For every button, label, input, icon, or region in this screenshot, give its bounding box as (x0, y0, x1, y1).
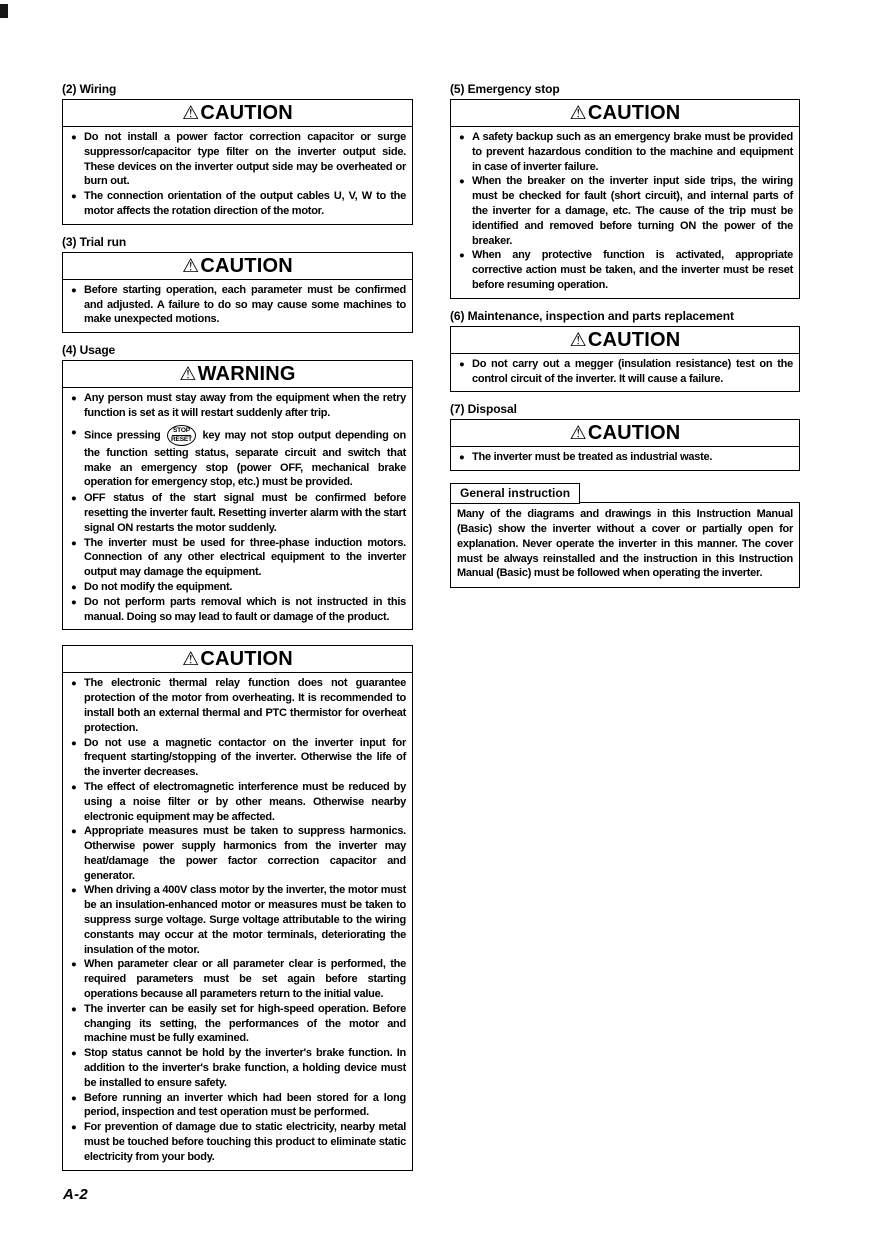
bullet-item: ● The inverter must be used for three-phase induction motors. Connection of any other electrical equipment to the inverter output may damage the equipment. (71, 536, 406, 580)
bullet-item: ● OFF status of the start signal must be confirmed before resetting the inverter fault. Resetting inverter alarm with the start signal ON restarts the motor suddenly. (71, 491, 406, 535)
caution-box-maintenance (450, 326, 800, 393)
bullet-item: ● The electronic thermal relay function does not guarantee protection of the motor from overheating. It is recommended to install both an external thermal and PTC thermistor for overheat protection. (71, 676, 406, 735)
section-heading-usage: (4) Usage (62, 343, 116, 358)
bullet-item: ● Do not carry out a megger (insulation resistance) test on the control circuit of the inverter. It will cause a failure. (459, 357, 793, 387)
alert-title-text: CAUTION (587, 422, 681, 445)
section-heading-maintenance: (6) Maintenance, inspection and parts replacement (450, 308, 734, 323)
caution-box-disposal (450, 419, 800, 471)
alert-title (63, 646, 412, 673)
stop-reset-key-bottom-label: RESET (170, 435, 192, 443)
bullet-text-after-key: key may not stop output depending on the function setting status, separate circuit and switch that make an emergency stop (power OFF, mechanical brake operation for emergency stop, etc.) must be provided. (84, 429, 406, 489)
section-trial-run (62, 235, 413, 333)
bullet-item: ● Do not use a magnetic contactor on the inverter input for frequent starting/stopping of the inverter. Otherwise the life of the inverter decreases. (71, 736, 406, 780)
alert-title-text: CAUTION (200, 648, 293, 671)
stop-reset-key-top-label: STOP (172, 426, 190, 434)
section-heading-wiring: (2) Wiring (62, 82, 117, 96)
caution-box-wiring (62, 99, 413, 225)
alert-title-text: WARNING (197, 363, 296, 386)
bullet-item: ● For prevention of damage due to static electricity, nearby metal must be touched before touching this product to eliminate static electricity from your body. (71, 1120, 406, 1164)
bullet-item: ● The effect of electromagnetic interference must be reduced by using a noise filter or by other means. Otherwise nearby electronic equipment may be affected. (71, 780, 406, 824)
warning-triangle-icon: ⚠ (182, 649, 200, 671)
bullet-item: ● The connection orientation of the output cables U, V, W to the motor affects the rotation direction of the motor. (71, 189, 406, 219)
section-wiring (62, 82, 413, 225)
page-number: A-2 (63, 1186, 89, 1203)
warning-triangle-icon: ⚠ (182, 255, 200, 277)
alert-title-text: CAUTION (587, 328, 681, 351)
alert-title (63, 100, 412, 127)
bullet-item: ● Do not modify the equipment. (71, 580, 406, 595)
bullet-item: ● Any person must stay away from the equipment when the retry function is set as it will restart suddenly after trip. (71, 391, 406, 421)
bullet-item: ● When any protective function is activated, appropriate corrective action must be taken, and the inverter must be reset before resuming operation. (459, 248, 793, 292)
right-column (450, 82, 800, 588)
bullet-list (63, 673, 412, 1169)
warning-triangle-icon: ⚠ (569, 423, 587, 445)
bullet-item: ● When parameter clear or all parameter clear is performed, the required parameters must be set again before starting operations because all parameters return to the initial value. (71, 957, 406, 1001)
caution-box-emergency-stop (450, 99, 800, 299)
alert-title (451, 420, 799, 447)
bullet-item: ● The inverter can be easily set for high-speed operation. Before changing its setting, the performances of the motor and machine must be fully examined. (71, 1002, 406, 1046)
warning-box-usage (62, 360, 413, 630)
bullet-item: ● Before starting operation, each parameter must be confirmed and adjusted. A failure to do so may cause some machines to make unexpected motions. (71, 283, 406, 327)
stop-reset-key-icon (167, 425, 196, 446)
bullet-item: ● Do not install a power factor correction capacitor or surge suppressor/capacitor type filter on the inverter output side. These devices on the inverter output side may be overheated or burn out. (71, 130, 406, 189)
section-heading-trial-run: (3) Trial run (62, 234, 127, 249)
bullet-item: ● Appropriate measures must be taken to suppress harmonics. Otherwise power supply harmonics from the inverter may heat/damage the power factor correction capacitor and generator. (71, 824, 406, 883)
bullet-item: ● Before running an inverter which had been stored for a long period, inspection and test operation must be performed. (71, 1091, 406, 1121)
alert-title-text: CAUTION (200, 102, 293, 124)
bullet-item (71, 425, 406, 490)
bullet-list (63, 127, 412, 224)
bullet-item: ● When the breaker on the inverter input side trips, the wiring must be checked for fault (short circuit), and internal parts of the inverter for a damage, etc. The cause of the trip must be identified and removed before turning ON the power of the breaker. (459, 174, 793, 248)
left-column (62, 82, 413, 1181)
section-usage (62, 343, 413, 630)
section-heading-emergency-stop: (5) Emergency stop (450, 82, 560, 96)
section-heading-disposal: (7) Disposal (450, 402, 517, 417)
section-disposal (450, 402, 800, 471)
warning-triangle-icon: ⚠ (179, 364, 197, 386)
general-instruction-body: Many of the diagrams and drawings in this Instruction Manual (Basic) show the inverter without a cover or partially open for explanation. Never operate the inverter in this manner. The cover must be always reinstalled and the instruction in this Instruction Manual (Basic) must be followed when operating the inverter. (450, 502, 800, 588)
alert-title-text: CAUTION (200, 254, 293, 277)
caution-box-trial-run (62, 252, 413, 333)
alert-title (451, 100, 799, 127)
warning-triangle-icon: ⚠ (182, 103, 200, 124)
alert-title-text: CAUTION (587, 102, 681, 124)
bullet-list (451, 354, 799, 392)
bullet-item: ● Stop status cannot be hold by the inverter's brake function. In addition to the inverter's brake function, a holding device must be installed to ensure safety. (71, 1046, 406, 1090)
bullet-list (451, 447, 799, 470)
bullet-list (451, 127, 799, 298)
general-instruction-box (450, 483, 800, 588)
alert-title (451, 327, 799, 354)
bullet-item: ● When driving a 400V class motor by the inverter, the motor must be an insulation-enhanced motor or measures must be taken to suppress surge voltage. Surge voltage attributable to the wiring constants may occur at the motor terminals, deteriorating the insulation of the motor. (71, 883, 406, 957)
warning-triangle-icon: ⚠ (569, 329, 587, 351)
section-maintenance (450, 309, 800, 393)
section-emergency-stop (450, 82, 800, 299)
alert-title (63, 253, 412, 280)
warning-triangle-icon: ⚠ (569, 103, 587, 124)
scan-artifact (0, 4, 8, 18)
bullet-list (63, 280, 412, 332)
bullet-item: ● A safety backup such as an emergency brake must be provided to prevent hazardous condition to the machine and equipment in case of inverter failure. (459, 130, 793, 174)
alert-title (63, 361, 412, 388)
bullet-list (63, 388, 412, 629)
general-instruction-label: General instruction (450, 483, 580, 504)
bullet-text-before-key: Since pressing (84, 429, 165, 442)
bullet-item: ● The inverter must be treated as industrial waste. (459, 450, 793, 465)
caution-box-usage (62, 645, 413, 1170)
section-usage-caution (62, 645, 413, 1170)
bullet-item: ● Do not perform parts removal which is not instructed in this manual. Doing so may lead to fault or damage of the product. (71, 595, 406, 625)
